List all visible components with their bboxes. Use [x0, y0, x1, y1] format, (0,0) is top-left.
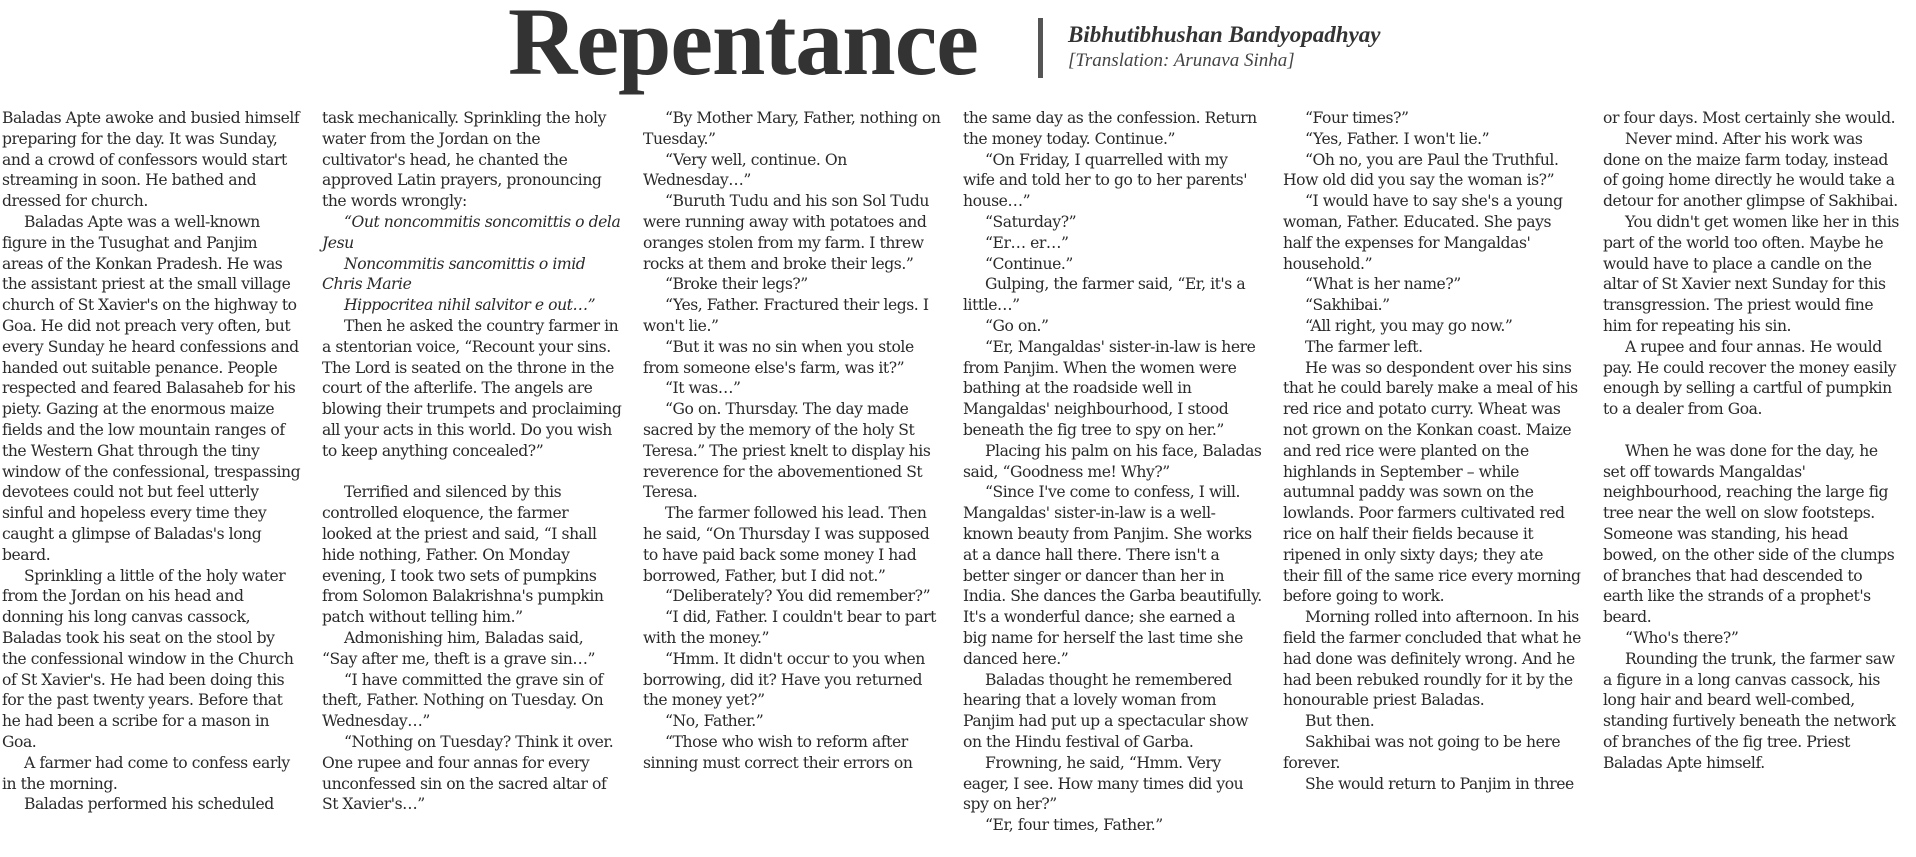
paragraph: “On Friday, I quarrelled with my wife and told her to go to her parents' house…”	[963, 150, 1248, 211]
paragraph: “Saturday?”	[985, 212, 1077, 231]
paragraph: You didn't get women like her in this part of the world too often. Maybe he would have to place a candle on the altar of St Xavier next Sunday for this transgression. The priest would fine him for repeating his sin.	[1603, 212, 1899, 335]
paragraph: “Deliberately? You did remember?”	[665, 587, 931, 606]
paragraph: “Since I've come to confess, I will. Mangaldas' sister-in-law is a well-known beauty from Panjim. She works at a dance hall there. There isn't a better singer or dancer than her in India. She dances the Garba beautifully. It's a wonderful dance; she earned a big name for herself the last time she danced here.”	[963, 483, 1262, 668]
paragraph: “Those who wish to reform after sinning must correct their errors on	[643, 732, 913, 772]
paragraph: Baladas thought he remembered hearing that a lovely woman from Panjim had put up a spectacular show on the Hindu festival of Garba.	[963, 670, 1249, 751]
article-header	[0, 0, 1916, 112]
paragraph: Baladas Apte awoke and busied himself preparing for the day. It was Sunday, and a crowd of confessors would start streaming in soon. He bathed and dressed for church.	[2, 109, 300, 211]
paragraph: “Out noncommitis soncomittis o dela Jesu	[322, 212, 621, 252]
paragraph: “Yes, Father. I won't lie.”	[1305, 129, 1490, 148]
paragraph: She would return to Panjim in three	[1305, 774, 1574, 793]
text-column-5	[1283, 108, 1583, 794]
paragraph: “Continue.”	[985, 254, 1073, 273]
paragraph: Noncommitis sancomittis o imid Chris Marie	[322, 254, 586, 294]
paragraph: Terrified and silenced by this controlled eloquence, the farmer looked at the priest and said, “I shall hide nothing, Father. On Monday evening, I took two sets of pumpkins from Solomon Balakrishna's pumpkin patch without telling him.”	[322, 483, 604, 627]
paragraph: “Hmm. It didn't occur to you when borrowing, did it? Have you returned the money yet?”	[643, 649, 925, 710]
paragraph: Baladas Apte was a well-known figure in the Tusughat and Panjim areas of the Konkan Pradesh. He was the assistant priest at the small village church of St Xavier's on the highway to Goa. He did not preach very often, but every Sunday he heard confessions and handed out suitable penance. People respected and feared Balasaheb for his piety. Gazing at the enormous maize fields and the low mountain ranges of the Western Ghat through the tiny window of the confessional, trespassing devotees could not but feel utterly sinful and hopeless every time they caught a glimpse of Baladas's long beard.	[2, 212, 301, 564]
paragraph: “By Mother Mary, Father, nothing on Tuesday.”	[643, 109, 941, 148]
paragraph: “No, Father.”	[665, 712, 764, 731]
article-title: Repentance	[508, 0, 978, 95]
text-column-4	[963, 108, 1263, 836]
paragraph: the same day as the confession. Return the money today. Continue.”	[963, 109, 1257, 148]
paragraph: Sprinkling a little of the holy water from the Jordan on his head and donning his long canvas cassock, Baladas took his seat on the stool by the confessional window in the Church of St Xavier's. He had been doing this for the past twenty years. Before that he had been a scribe for a mason in Goa.	[2, 566, 294, 751]
paragraph: Baladas performed his scheduled	[24, 795, 274, 814]
paragraph: Gulping, the farmer said, “Er, it's a little…”	[963, 275, 1246, 315]
paragraph: “I would have to say she's a young woman, Father. Educated. She pays half the expenses for Mangaldas' household.”	[1283, 192, 1563, 273]
paragraph: A rupee and four annas. He would pay. He could recover the money easily enough by selling a cartful of pumpkin to a dealer from Goa.	[1603, 337, 1896, 419]
title-separator	[1038, 18, 1043, 78]
paragraph: When he was done for the day, he set off towards Mangaldas' neighbourhood, reaching the large fig tree near the well on slow footsteps. Someone was standing, his head bowed, on the other side of the clumps of branches that had descended to earth like the strands of a prophet's beard.	[1603, 441, 1895, 627]
paragraph: or four days. Most certainly she would.	[1603, 109, 1896, 127]
paragraph: “Yes, Father. Fractured their legs. I won't lie.”	[643, 296, 929, 335]
paragraph: Then he asked the country farmer in a stentorian voice, “Recount your sins. The Lord is seated on the throne in the court of the afterlife. The angels are blowing their trumpets and proclaiming all your acts in this world. Do you wish to keep anything concealed?”	[322, 316, 622, 460]
paragraph: “Who's there?”	[1625, 628, 1739, 647]
paragraph: Admonishing him, Baladas said, “Say after me, theft is a grave sin…”	[322, 628, 596, 668]
translator-credit: [Translation: Arunava Sinha]	[1068, 50, 1295, 71]
paragraph: task mechanically. Sprinkling the holy water from the Jordan on the cultivator's head, he chanted the approved Latin prayers, pronouncing the words wrongly:	[322, 109, 606, 211]
paragraph: “Nothing on Tuesday? Think it over. One rupee and four annas for every unconfessed sin on the sacred altar of St Xavier's…”	[322, 732, 614, 814]
paragraph: “It was…”	[665, 379, 741, 398]
paragraph: “Four times?”	[1305, 109, 1409, 127]
paragraph: “Very well, continue. On Wednesday…”	[643, 150, 847, 190]
paragraph: He was so despondent over his sins that he could barely make a meal of his red rice and potato curry. Wheat was not grown on the Konkan coast. Maize and red rice were planted on the highlands in September – while autumnal paddy was sown on the lowlands. Poor farmers cultivated red rice on half their fields because it ripened in only sixty days; they ate their fill of the same rice every morning before going to work.	[1283, 358, 1581, 606]
paragraph: Frowning, he said, “Hmm. Very eager, I see. How many times did you spy on her?”	[963, 753, 1244, 814]
paragraph: The farmer left.	[1305, 337, 1423, 356]
paragraph: Placing his palm on his face, Baladas said, “Goodness me! Why?”	[963, 441, 1262, 481]
paragraph: Hippocritea nihil salvitor e out…”	[344, 296, 596, 315]
text-column-6	[1603, 108, 1903, 774]
text-column-2	[322, 108, 622, 815]
paragraph: “Oh no, you are Paul the Truthful. How old did you say the woman is?”	[1283, 150, 1559, 190]
text-column-1	[2, 108, 302, 815]
paragraph: “What is her name?”	[1305, 275, 1461, 294]
article-body	[0, 108, 1916, 857]
paragraph: “Go on. Thursday. The day made sacred by the memory of the holy St Teresa.” The priest knelt to display his reverence for the abovementioned St Teresa.	[643, 400, 931, 502]
paragraph: “Er, Mangaldas' sister-in-law is here from Panjim. When the women were bathing at the roadside well in Mangaldas' neighbourhood, I stood beneath the fig tree to spy on her.”	[963, 337, 1256, 439]
paragraph: “Buruth Tudu and his son Sol Tudu were running away with potatoes and oranges stolen from my farm. I threw rocks at them and broke their legs.”	[643, 192, 929, 273]
paragraph: “All right, you may go now.”	[1305, 316, 1513, 335]
author-name: Bibhutibhushan Bandyopadhyay	[1068, 22, 1381, 47]
paragraph: “Sakhibai.”	[1305, 296, 1390, 315]
paragraph: A farmer had come to confess early in the morning.	[2, 753, 290, 793]
paragraph: “I have committed the grave sin of theft, Father. Nothing on Tuesday. On Wednesday…”	[322, 670, 604, 731]
paragraph: Sakhibai was not going to be here forever.	[1283, 732, 1561, 772]
paragraph: “Go on.”	[985, 316, 1049, 335]
paragraph: Rounding the trunk, the farmer saw a figure in a long canvas cassock, his long hair and beard well-combed, standing furtively beneath the network of branches of the fig tree. Priest Baladas Apte himself.	[1603, 649, 1896, 772]
paragraph: Morning rolled into afternoon. In his field the farmer concluded that what he had done was definitely wrong. And he had been rebuked roundly for it by the honourable priest Baladas.	[1283, 608, 1581, 710]
paragraph: “Broke their legs?”	[665, 275, 808, 294]
paragraph: Never mind. After his work was done on the maize farm today, instead of going home directly he would take a detour for another glimpse of Sakhibai.	[1603, 129, 1898, 211]
paragraph: “Er, four times, Father.”	[985, 816, 1163, 835]
paragraph: “I did, Father. I couldn't bear to part with the money.”	[643, 608, 936, 647]
paragraph: “But it was no sin when you stole from someone else's farm, was it?”	[643, 337, 914, 377]
paragraph: The farmer followed his lead. Then he said, “On Thursday I was supposed to have paid back some money I had borrowed, Father, but I did not.”	[643, 504, 930, 585]
paragraph: “Er… er…”	[985, 233, 1069, 252]
text-column-3	[643, 108, 943, 774]
paragraph: But then.	[1305, 712, 1375, 731]
